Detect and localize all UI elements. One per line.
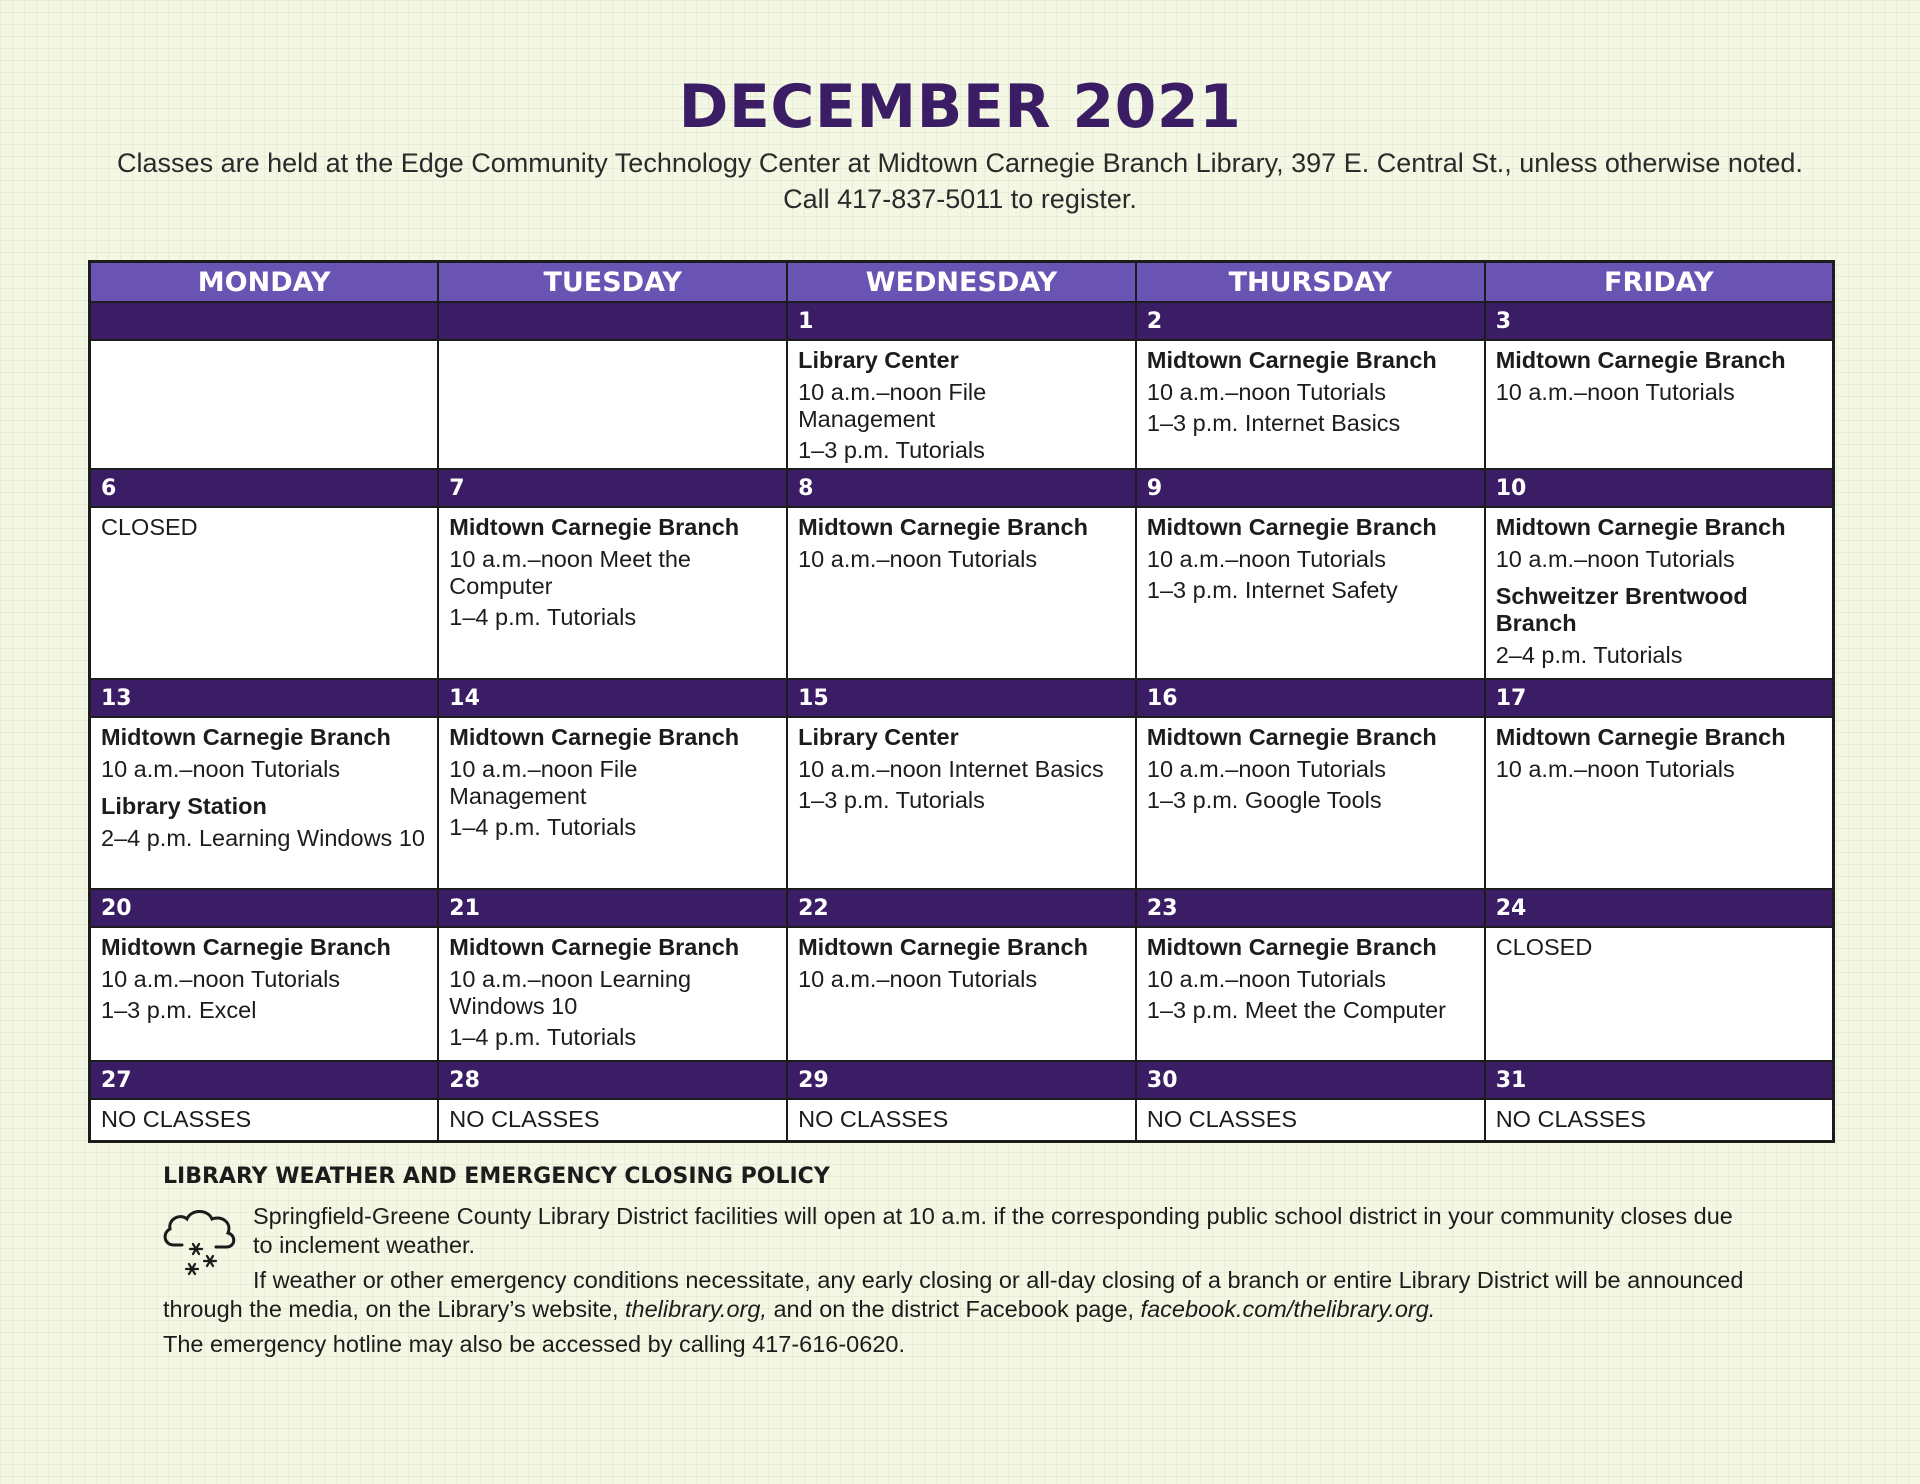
- class-event: 10 a.m.–noon Learning Windows 10: [449, 966, 692, 1019]
- events-row: [90, 927, 1834, 1061]
- day-cell: [438, 1099, 787, 1142]
- events-row: [90, 340, 1834, 469]
- page-subtitle: Classes are held at the Edge Community Technology Center at Midtown Carnegie Branch Library, 397 E. Central St., unless otherwise noted. Call 417-837-5011 to register.: [117, 148, 1803, 214]
- date-row: [90, 679, 1834, 717]
- status-text: CLOSED: [101, 514, 198, 540]
- location-name: Library Station: [101, 793, 267, 819]
- day-cell: [1136, 927, 1485, 1061]
- location-name: Library Center: [798, 724, 959, 750]
- location-name: Midtown Carnegie Branch: [1146, 724, 1437, 750]
- location-name: Midtown Carnegie Branch: [1495, 724, 1786, 750]
- status-text: NO CLASSES: [449, 1106, 600, 1132]
- day-cell: [90, 927, 439, 1061]
- status-text: CLOSED: [1495, 934, 1593, 960]
- day-cell: [438, 507, 787, 679]
- class-event: 10 a.m.–noon Tutorials: [1146, 756, 1386, 782]
- class-event: 2–4 p.m. Learning Windows 10: [101, 825, 425, 851]
- class-event: 1–3 p.m. Tutorials: [798, 787, 985, 813]
- date-number: 14: [438, 679, 787, 717]
- class-event: 1–4 p.m. Tutorials: [449, 1024, 637, 1050]
- policy-text: and on the district Facebook page,: [766, 1296, 1141, 1322]
- day-cell: [1485, 717, 1834, 889]
- day-cell: [90, 507, 439, 679]
- class-event: 1–3 p.m. Meet the Computer: [1146, 997, 1447, 1023]
- class-event: 10 a.m.–noon File Management: [449, 756, 638, 809]
- weekday-header: THURSDAY: [1136, 262, 1485, 303]
- policy-paragraph-2: [163, 1266, 1763, 1324]
- events-row: [90, 507, 1834, 679]
- day-cell: [787, 340, 1136, 469]
- status-text: NO CLASSES: [1495, 1106, 1646, 1132]
- class-event: 1–3 p.m. Tutorials: [798, 437, 985, 463]
- day-cell: [787, 1099, 1136, 1142]
- class-event: 10 a.m.–noon File Management: [798, 379, 987, 432]
- events-row: [90, 1099, 1834, 1142]
- day-cell: [787, 717, 1136, 889]
- day-cell: [90, 340, 439, 469]
- calendar-table: [88, 260, 1835, 1143]
- day-cell: [1485, 507, 1834, 679]
- date-number: 7: [438, 469, 787, 507]
- day-cell: [438, 340, 787, 469]
- location-name: Midtown Carnegie Branch: [449, 934, 740, 960]
- day-cell: [787, 507, 1136, 679]
- date-number: 15: [787, 679, 1136, 717]
- date-number: 23: [1136, 889, 1485, 927]
- date-number: 6: [90, 469, 439, 507]
- website-link[interactable]: thelibrary.org,: [625, 1296, 767, 1322]
- date-number: 24: [1485, 889, 1834, 927]
- weekday-header-row: [90, 262, 1834, 303]
- location-name: Midtown Carnegie Branch: [1146, 934, 1437, 960]
- day-cell: [438, 927, 787, 1061]
- day-cell: [1485, 927, 1834, 1061]
- status-text: NO CLASSES: [101, 1106, 252, 1132]
- class-event: 1–3 p.m. Google Tools: [1146, 787, 1382, 813]
- date-number: 3: [1485, 302, 1834, 340]
- date-number: 28: [438, 1061, 787, 1099]
- calendar-body: [90, 302, 1834, 1142]
- date-row: [90, 1061, 1834, 1099]
- class-event: 10 a.m.–noon Tutorials: [798, 546, 1038, 572]
- date-number: [438, 302, 787, 340]
- day-cell: [1485, 340, 1834, 469]
- class-event: 10 a.m.–noon Tutorials: [1146, 966, 1386, 992]
- class-event: 10 a.m.–noon Tutorials: [1495, 756, 1735, 782]
- events-row: [90, 717, 1834, 889]
- date-number: 1: [787, 302, 1136, 340]
- location-name: Midtown Carnegie Branch: [798, 514, 1088, 540]
- policy-title: LIBRARY WEATHER AND EMERGENCY CLOSING POLICY: [163, 1164, 830, 1189]
- date-row: [90, 302, 1834, 340]
- day-cell: [787, 927, 1136, 1061]
- policy-paragraph-1: Springfield-Greene County Library District facilities will open at 10 a.m. if the corresponding public school district in your community closes due to inclement weather.: [253, 1203, 1733, 1258]
- date-number: [90, 302, 439, 340]
- class-event: 10 a.m.–noon Tutorials: [1146, 379, 1386, 405]
- class-event: 1–3 p.m. Internet Basics: [1146, 410, 1401, 436]
- date-number: 2: [1136, 302, 1485, 340]
- policy-paragraph-3: The emergency hotline may also be accessed by calling 417-616-0620.: [163, 1331, 905, 1357]
- day-cell: [90, 717, 439, 889]
- day-cell: [90, 1099, 439, 1142]
- class-event: 1–4 p.m. Tutorials: [449, 604, 637, 630]
- location-name: Library Center: [798, 347, 959, 373]
- date-number: 13: [90, 679, 439, 717]
- day-cell: [438, 717, 787, 889]
- date-number: 20: [90, 889, 439, 927]
- status-text: NO CLASSES: [798, 1106, 949, 1132]
- location-name: Midtown Carnegie Branch: [1146, 514, 1437, 540]
- status-text: NO CLASSES: [1146, 1106, 1298, 1132]
- location-name: Schweitzer Brentwood Branch: [1495, 583, 1748, 636]
- location-name: Midtown Carnegie Branch: [449, 514, 740, 540]
- day-cell: [1136, 717, 1485, 889]
- weekday-header: FRIDAY: [1485, 262, 1834, 303]
- date-number: 30: [1136, 1061, 1485, 1099]
- date-number: 31: [1485, 1061, 1834, 1099]
- policy-text: If weather or other emergency conditions necessitate, any early closing or all-day closing of a branch or entire Library District will be announced through the media, on the Library’s website,: [163, 1267, 1744, 1322]
- class-event: 10 a.m.–noon Tutorials: [1495, 546, 1735, 572]
- location-name: Midtown Carnegie Branch: [449, 724, 740, 750]
- class-event: 10 a.m.–noon Tutorials: [101, 966, 341, 992]
- class-event: 10 a.m.–noon Tutorials: [1146, 546, 1386, 572]
- location-name: Midtown Carnegie Branch: [798, 934, 1088, 960]
- date-number: 22: [787, 889, 1136, 927]
- weekday-header: TUESDAY: [438, 262, 787, 303]
- date-number: 27: [90, 1061, 439, 1099]
- date-number: 10: [1485, 469, 1834, 507]
- class-event: 10 a.m.–noon Tutorials: [101, 756, 341, 782]
- date-row: [90, 889, 1834, 927]
- class-event: 2–4 p.m. Tutorials: [1495, 642, 1683, 668]
- location-name: Midtown Carnegie Branch: [101, 934, 391, 960]
- class-event: 10 a.m.–noon Tutorials: [798, 966, 1038, 992]
- class-event: 10 a.m.–noon Meet the Computer: [449, 546, 691, 599]
- class-event: 1–4 p.m. Tutorials: [449, 814, 637, 840]
- page-title: DECEMBER 2021: [678, 72, 1242, 142]
- location-name: Midtown Carnegie Branch: [1495, 347, 1786, 373]
- date-number: 17: [1485, 679, 1834, 717]
- date-number: 9: [1136, 469, 1485, 507]
- class-event: 1–3 p.m. Internet Safety: [1146, 577, 1398, 603]
- class-event: 10 a.m.–noon Internet Basics: [798, 756, 1104, 782]
- location-name: Midtown Carnegie Branch: [101, 724, 391, 750]
- day-cell: [1136, 340, 1485, 469]
- weekday-header: MONDAY: [90, 262, 439, 303]
- location-name: Midtown Carnegie Branch: [1146, 347, 1437, 373]
- day-cell: [1485, 1099, 1834, 1142]
- day-cell: [1136, 507, 1485, 679]
- date-number: 21: [438, 889, 787, 927]
- class-event: 1–3 p.m. Excel: [101, 997, 257, 1023]
- class-event: 10 a.m.–noon Tutorials: [1495, 379, 1735, 405]
- facebook-link[interactable]: facebook.com/thelibrary.org.: [1140, 1296, 1436, 1322]
- date-number: 8: [787, 469, 1136, 507]
- date-number: 29: [787, 1061, 1136, 1099]
- weekday-header: WEDNESDAY: [787, 262, 1136, 303]
- location-name: Midtown Carnegie Branch: [1495, 514, 1786, 540]
- date-row: [90, 469, 1834, 507]
- day-cell: [1136, 1099, 1485, 1142]
- date-number: 16: [1136, 679, 1485, 717]
